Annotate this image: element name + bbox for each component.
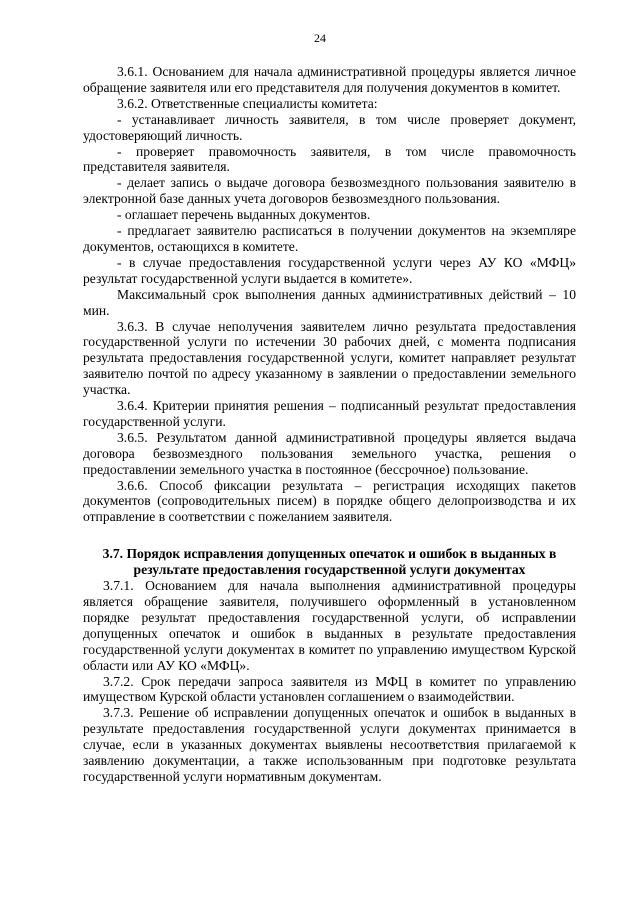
list-item-request-signature: - предлагает заявителю расписаться в получении документов на экземпляре документов, остающихся в комитете.: [83, 223, 576, 254]
document-body: [83, 64, 576, 785]
list-item-mfc-delivery: - в случае предоставления государственной услуги через АУ КО «МФЦ» результат государственной услуги выдается в комитете».: [83, 254, 576, 286]
paragraph-3-7-3: 3.7.3. Решение об исправлении допущенных опечаток и ошибок в выданных в результате предоставления государственной услуги документах принимается в случае, если в указанных документах выявлены несоответствия прилагаемой к заявлению документации, а также использованным при подготовке результата государственной услуги нормативным документам.: [83, 705, 576, 784]
paragraph-3-6-2: 3.6.2. Ответственные специалисты комитета:: [117, 95, 378, 111]
paragraph-3-6-5: 3.6.5. Результатом данной административной процедуры является выдача договора безвозмездного пользования земельного участка, решения о предоставлении земельного участка в постоянное (бессрочное) пользование.: [83, 429, 576, 477]
paragraph-3-6-4: 3.6.4. Критерии принятия решения – подписанный результат предоставления государственной услуги.: [83, 398, 576, 429]
section-heading-3-7: 3.7. Порядок исправления допущенных опечаток и ошибок в выданных в результате предоставления государственной услуги документах: [102, 546, 557, 578]
page-number: 24: [314, 31, 326, 45]
list-item-verify-identity: - устанавливает личность заявителя, в том числе проверяет документ, удостоверяющий личность.: [83, 111, 576, 143]
paragraph-3-6-3: 3.6.3. В случае неполучения заявителем лично результата предоставления государственной услуги по истечении 30 рабочих дней, с момента подписания результата предоставления государственной услуги, комитет направляет результат заявителю почтой по адресу указанному в заявлении о предоставлении земельного участка.: [83, 318, 576, 398]
paragraph-max-duration: Максимальный срок выполнения данных административных действий – 10 мин.: [83, 286, 576, 318]
list-item-record-entry: - делает запись о выдаче договора безвозмездного пользования заявителю в электронной базе данных учета договоров безвозмездного пользования.: [83, 175, 576, 207]
paragraph-3-7-2: 3.7.2. Срок передачи запроса заявителя из МФЦ в комитет по управлению имуществом Курской области установлен соглашением о взаимодействии.: [83, 673, 576, 705]
paragraph-3-7-1: 3.7.1. Основанием для начала выполнения административной процедуры является обращение заявителя, получившего оформленный в установленном порядке результат предоставления государственной услуги, об исправлении допущенных опечаток и ошибок в выданных в результате предоставления государственной услуги документах в комитет по управлению имуществом Курской области или АУ КО «МФЦ».: [83, 578, 576, 673]
paragraph-3-6-1: 3.6.1. Основанием для начала административной процедуры является личное обращение заявителя или его представителя для получения документов в комитет.: [83, 64, 576, 95]
list-item-announce-documents: - оглашает перечень выданных документов.: [117, 207, 371, 223]
list-item-verify-authority: - проверяет правомочность заявителя, в том числе правомочность представителя заявителя.: [83, 143, 576, 175]
paragraph-3-6-6: 3.6.6. Способ фиксации результата – регистрация исходящих пакетов документов (сопроводительных писем) в порядке общего делопроизводства и их отправление в соответствии с пожеланием заявителя.: [83, 477, 576, 525]
